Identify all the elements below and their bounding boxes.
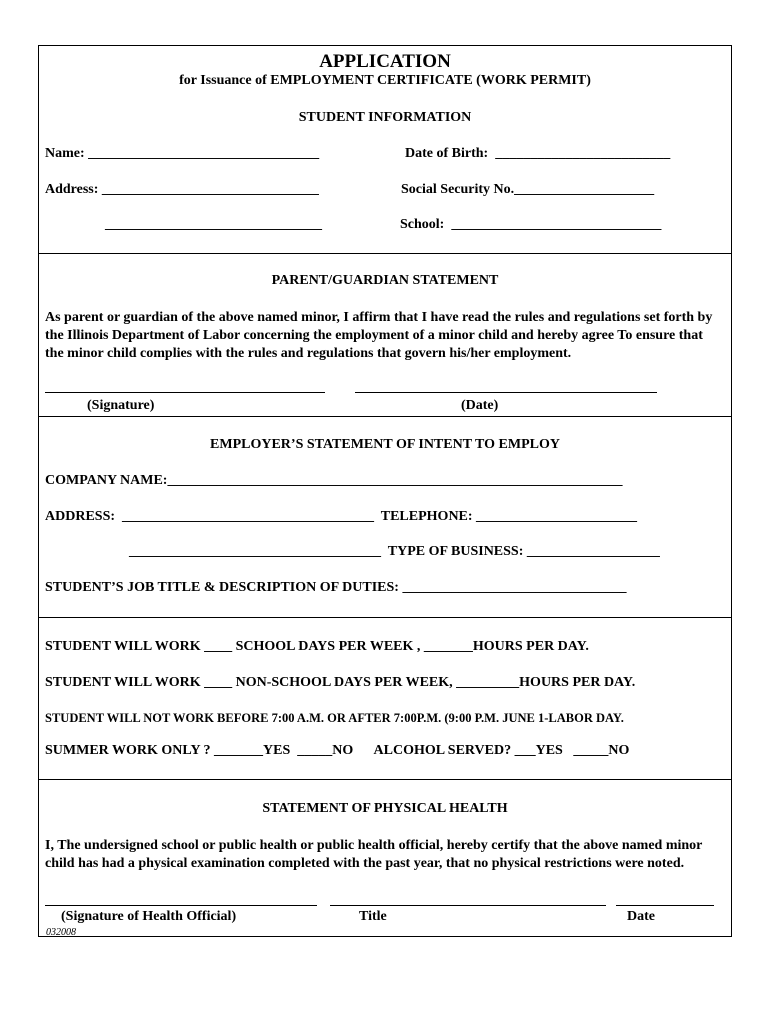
parent-signature-line[interactable]: [45, 392, 325, 393]
form-title: APPLICATION: [319, 51, 451, 72]
form-subtitle: for Issuance of EMPLOYMENT CERTIFICATE (WORK PERMIT): [179, 73, 591, 88]
student-info-heading: STUDENT INFORMATION: [298, 110, 472, 125]
health-official-date-line[interactable]: [616, 905, 714, 906]
form-code: 032008: [46, 927, 76, 938]
address-field[interactable]: Address: _______________________________: [45, 182, 319, 197]
address-line-2-field[interactable]: _______________________________: [105, 217, 322, 232]
job-title-duties-field[interactable]: STUDENT’S JOB TITLE & DESCRIPTION OF DUTIES: ________________________________: [45, 580, 627, 595]
employer-heading: EMPLOYER’S STATEMENT OF INTENT TO EMPLOY: [210, 437, 560, 452]
title-label: Title: [359, 909, 387, 924]
date-label: (Date): [461, 398, 499, 413]
physical-health-statement: I, The undersigned school or public health or public health official, hereby certify that the above named minor child has had a physical examination completed with the past year, that no physical restrictions were noted.: [45, 838, 703, 871]
parent-guardian-statement: As parent or guardian of the above named minor, I affirm that I have read the rules and regulations set forth by the Illinois Department of Labor concerning the employment of a minor child and hereby agree To ensure that the minor child complies with the rules and regulations that govern his/her employment.: [45, 310, 713, 361]
health-official-title-line[interactable]: [330, 905, 606, 906]
health-official-signature-label: (Signature of Health Official): [61, 909, 237, 924]
employer-address-telephone-field[interactable]: ADDRESS: ____________________________________ TELEPHONE: _______________________: [45, 509, 638, 524]
health-date-label: Date: [627, 909, 655, 924]
company-name-field[interactable]: COMPANY NAME:_________________________________________________________________: [45, 473, 623, 488]
section-divider: [38, 253, 732, 254]
health-official-signature-line[interactable]: [45, 905, 317, 906]
name-field[interactable]: Name: _________________________________: [45, 146, 320, 161]
non-school-days-field[interactable]: STUDENT WILL WORK ____ NON-SCHOOL DAYS PER WEEK, _________HOURS PER DAY.: [45, 675, 636, 690]
work-hour-restriction: STUDENT WILL NOT WORK BEFORE 7:00 A.M. OR AFTER 7:00P.M. (9:00 P.M. JUNE 1-LABOR DAY.: [45, 711, 624, 725]
section-divider: [38, 416, 732, 417]
school-field[interactable]: School: ______________________________: [400, 217, 662, 232]
summer-alcohol-field[interactable]: SUMMER WORK ONLY ? _______YES _____NO ALCOHOL SERVED? ___YES _____NO: [45, 743, 630, 758]
school-days-field[interactable]: STUDENT WILL WORK ____ SCHOOL DAYS PER WEEK , _______HOURS PER DAY.: [45, 639, 589, 654]
date-of-birth-field[interactable]: Date of Birth: _________________________: [405, 146, 671, 161]
physical-health-heading: STATEMENT OF PHYSICAL HEALTH: [262, 801, 508, 816]
signature-label: (Signature): [87, 398, 155, 413]
parent-date-line[interactable]: [355, 392, 657, 393]
social-security-field[interactable]: Social Security No.____________________: [401, 182, 655, 197]
section-divider: [38, 617, 732, 618]
type-of-business-field[interactable]: ____________________________________ TYPE OF BUSINESS: ___________________: [129, 544, 660, 559]
parent-guardian-heading: PARENT/GUARDIAN STATEMENT: [271, 273, 499, 288]
section-divider: [38, 779, 732, 780]
